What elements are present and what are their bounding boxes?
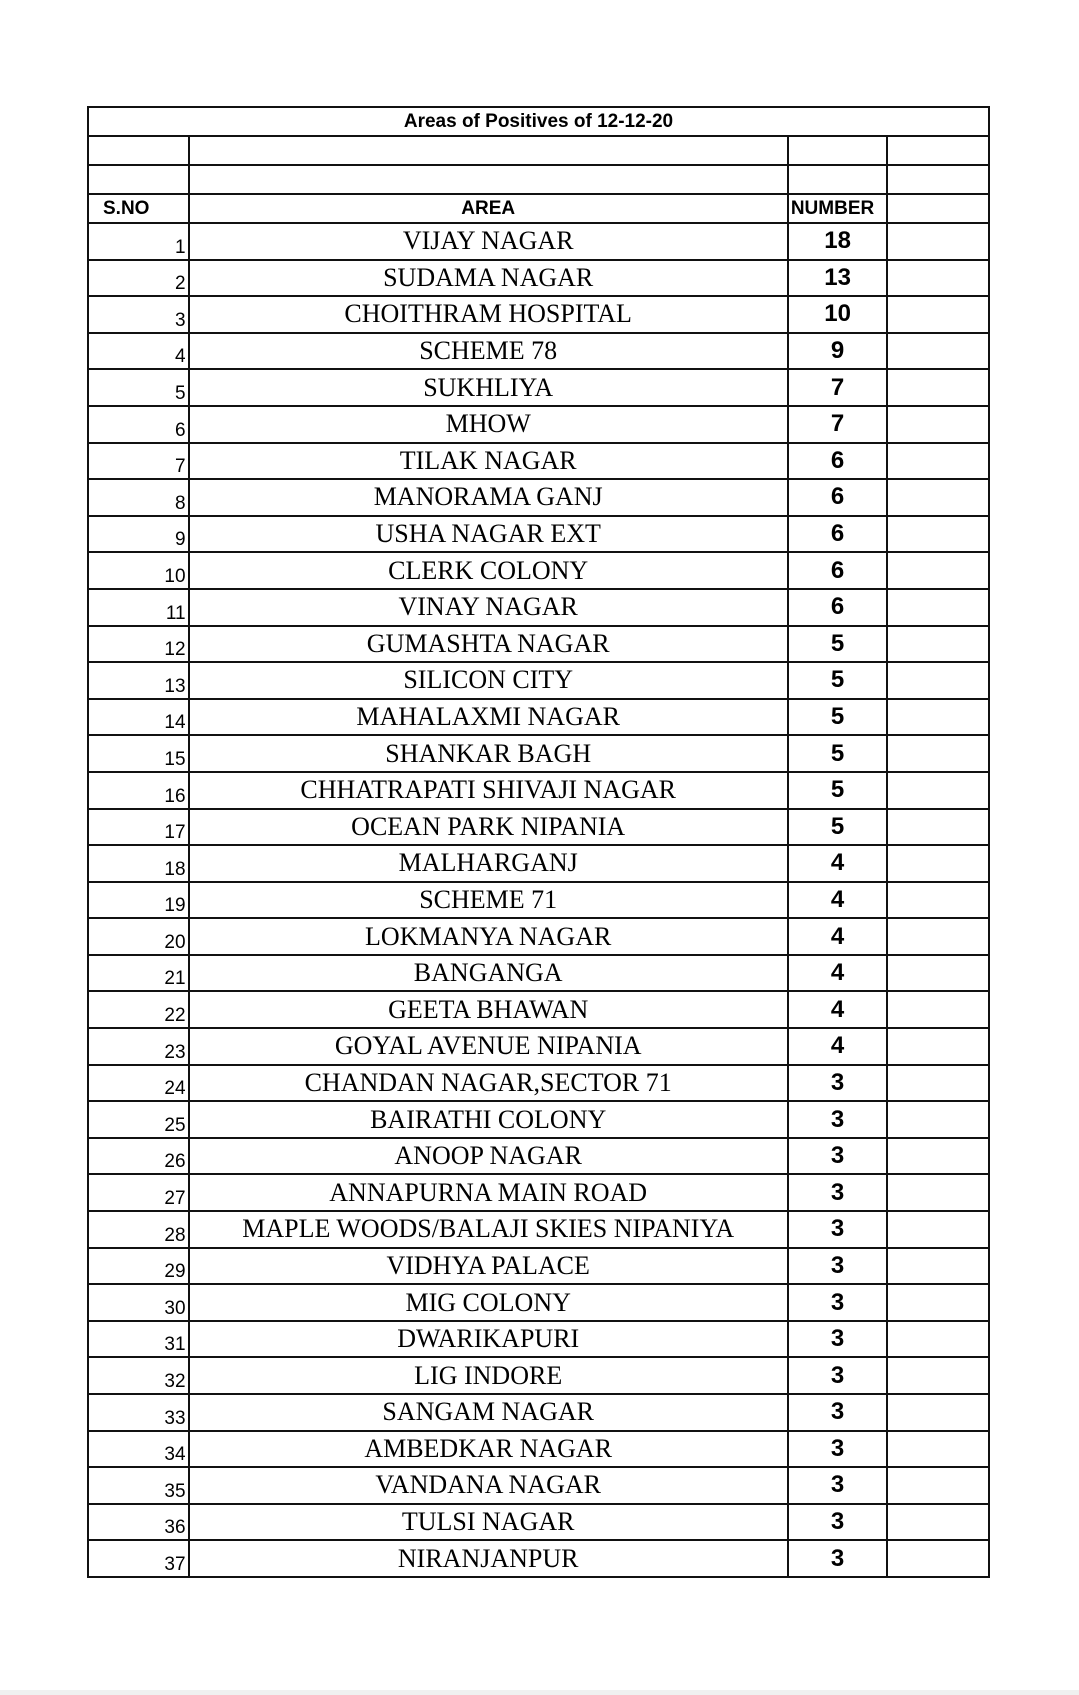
- num-cell: 7: [788, 369, 888, 406]
- sno-cell: 10: [88, 552, 189, 589]
- table-row: [88, 260, 989, 297]
- empty-cell: [887, 1248, 989, 1285]
- table-row: [88, 296, 989, 333]
- sno-cell: 30: [88, 1284, 189, 1321]
- empty-cell: [887, 662, 989, 699]
- empty-cell: [887, 991, 989, 1028]
- num-cell: 4: [788, 955, 888, 992]
- table-row: [88, 772, 989, 809]
- num-cell: 3: [788, 1394, 888, 1431]
- empty-cell: [887, 333, 989, 370]
- area-cell: SANGAM NAGAR: [189, 1394, 788, 1431]
- table-row: [88, 369, 989, 406]
- num-cell: 3: [788, 1174, 888, 1211]
- empty-cell: [887, 809, 989, 846]
- empty-cell: [887, 443, 989, 480]
- sno-cell: 28: [88, 1211, 189, 1248]
- area-cell: MANORAMA GANJ: [189, 479, 788, 516]
- table-row: [88, 1357, 989, 1394]
- num-cell: 5: [788, 699, 888, 736]
- sno-cell: 33: [88, 1394, 189, 1431]
- num-cell: 3: [788, 1248, 888, 1285]
- table-row: [88, 809, 989, 846]
- table-row: [88, 699, 989, 736]
- num-cell: 3: [788, 1065, 888, 1102]
- area-cell: TILAK NAGAR: [189, 443, 788, 480]
- sno-cell: 20: [88, 918, 189, 955]
- table-row: [88, 223, 989, 260]
- sno-cell: 32: [88, 1357, 189, 1394]
- table-row: [88, 552, 989, 589]
- header-sno: S.NO: [88, 194, 189, 223]
- num-cell: 5: [788, 662, 888, 699]
- sno-cell: 34: [88, 1431, 189, 1468]
- empty-cell: [887, 1467, 989, 1504]
- num-cell: 6: [788, 479, 888, 516]
- table-row: [88, 626, 989, 663]
- sno-cell: 1: [88, 223, 189, 260]
- num-cell: 10: [788, 296, 888, 333]
- area-cell: VINAY NAGAR: [189, 589, 788, 626]
- table-row: [88, 845, 989, 882]
- sno-cell: 17: [88, 809, 189, 846]
- num-cell: 4: [788, 882, 888, 919]
- area-cell: MIG COLONY: [189, 1284, 788, 1321]
- table-row: [88, 882, 989, 919]
- num-cell: 5: [788, 735, 888, 772]
- num-cell: 13: [788, 260, 888, 297]
- num-cell: 4: [788, 991, 888, 1028]
- empty-cell: [887, 918, 989, 955]
- area-cell: TULSI NAGAR: [189, 1504, 788, 1541]
- sno-cell: 6: [88, 406, 189, 443]
- table-row: [88, 955, 989, 992]
- empty-cell: [887, 296, 989, 333]
- num-cell: 4: [788, 845, 888, 882]
- empty-cell: [887, 589, 989, 626]
- num-cell: 4: [788, 918, 888, 955]
- sno-cell: 37: [88, 1540, 189, 1577]
- num-cell: 3: [788, 1504, 888, 1541]
- area-cell: SILICON CITY: [189, 662, 788, 699]
- area-cell: OCEAN PARK NIPANIA: [189, 809, 788, 846]
- table-row: [88, 1431, 989, 1468]
- num-cell: 3: [788, 1284, 888, 1321]
- table-row: [88, 662, 989, 699]
- table-row: [88, 918, 989, 955]
- table-row: [88, 1101, 989, 1138]
- area-cell: LOKMANYA NAGAR: [189, 918, 788, 955]
- table-row: [88, 516, 989, 553]
- area-cell: DWARIKAPURI: [189, 1321, 788, 1358]
- sno-cell: 5: [88, 369, 189, 406]
- num-cell: 6: [788, 516, 888, 553]
- table-row: [88, 1540, 989, 1577]
- empty-cell: [887, 626, 989, 663]
- sno-cell: 2: [88, 260, 189, 297]
- num-cell: 7: [788, 406, 888, 443]
- empty-cell: [887, 735, 989, 772]
- num-cell: 9: [788, 333, 888, 370]
- area-cell: SUDAMA NAGAR: [189, 260, 788, 297]
- header-empty: [887, 194, 989, 223]
- sno-cell: 14: [88, 699, 189, 736]
- empty-cell: [887, 1028, 989, 1065]
- num-cell: 6: [788, 552, 888, 589]
- num-cell: 6: [788, 589, 888, 626]
- sno-cell: 25: [88, 1101, 189, 1138]
- empty-cell: [887, 223, 989, 260]
- sno-cell: 36: [88, 1504, 189, 1541]
- empty-cell: [887, 406, 989, 443]
- sno-cell: 27: [88, 1174, 189, 1211]
- blank-row: [88, 165, 989, 194]
- area-cell: ANNAPURNA MAIN ROAD: [189, 1174, 788, 1211]
- area-cell: CLERK COLONY: [189, 552, 788, 589]
- area-cell: MALHARGANJ: [189, 845, 788, 882]
- area-cell: MAHALAXMI NAGAR: [189, 699, 788, 736]
- sno-cell: 22: [88, 991, 189, 1028]
- table-row: [88, 1284, 989, 1321]
- header-row: [88, 194, 989, 223]
- area-cell: SCHEME 71: [189, 882, 788, 919]
- table-row: [88, 1138, 989, 1175]
- empty-cell: [887, 1065, 989, 1102]
- blank-row: [88, 136, 989, 165]
- table-row: [88, 1065, 989, 1102]
- sno-cell: 23: [88, 1028, 189, 1065]
- area-cell: USHA NAGAR EXT: [189, 516, 788, 553]
- area-cell: ANOOP NAGAR: [189, 1138, 788, 1175]
- sno-cell: 26: [88, 1138, 189, 1175]
- empty-cell: [887, 1101, 989, 1138]
- sno-cell: 12: [88, 626, 189, 663]
- empty-cell: [887, 1540, 989, 1577]
- sno-cell: 4: [88, 333, 189, 370]
- empty-cell: [887, 882, 989, 919]
- sno-cell: 35: [88, 1467, 189, 1504]
- area-cell: SCHEME 78: [189, 333, 788, 370]
- table-row: [88, 333, 989, 370]
- area-cell: GUMASHTA NAGAR: [189, 626, 788, 663]
- area-cell: VANDANA NAGAR: [189, 1467, 788, 1504]
- page-bottom-edge: [0, 1690, 1079, 1695]
- area-cell: AMBEDKAR NAGAR: [189, 1431, 788, 1468]
- empty-cell: [887, 1431, 989, 1468]
- empty-cell: [887, 516, 989, 553]
- area-cell: GOYAL AVENUE NIPANIA: [189, 1028, 788, 1065]
- num-cell: 3: [788, 1540, 888, 1577]
- empty-cell: [887, 1174, 989, 1211]
- num-cell: 3: [788, 1211, 888, 1248]
- area-cell: GEETA BHAWAN: [189, 991, 788, 1028]
- num-cell: 5: [788, 626, 888, 663]
- table-row: [88, 589, 989, 626]
- empty-cell: [887, 699, 989, 736]
- area-cell: CHHATRAPATI SHIVAJI NAGAR: [189, 772, 788, 809]
- table-row: [88, 1504, 989, 1541]
- num-cell: 3: [788, 1431, 888, 1468]
- num-cell: 18: [788, 223, 888, 260]
- num-cell: 3: [788, 1467, 888, 1504]
- area-cell: VIJAY NAGAR: [189, 223, 788, 260]
- sno-cell: 21: [88, 955, 189, 992]
- empty-cell: [887, 1321, 989, 1358]
- title-row: [88, 107, 989, 136]
- table-row: [88, 1174, 989, 1211]
- sno-cell: 18: [88, 845, 189, 882]
- area-cell: MHOW: [189, 406, 788, 443]
- empty-cell: [887, 260, 989, 297]
- num-cell: 3: [788, 1138, 888, 1175]
- area-cell: NIRANJANPUR: [189, 1540, 788, 1577]
- sno-cell: 15: [88, 735, 189, 772]
- num-cell: 6: [788, 443, 888, 480]
- table-row: [88, 406, 989, 443]
- empty-cell: [887, 1284, 989, 1321]
- empty-cell: [887, 1357, 989, 1394]
- num-cell: 5: [788, 809, 888, 846]
- table-row: [88, 735, 989, 772]
- table-row: [88, 479, 989, 516]
- empty-cell: [887, 369, 989, 406]
- sno-cell: 29: [88, 1248, 189, 1285]
- sno-cell: 16: [88, 772, 189, 809]
- num-cell: 5: [788, 772, 888, 809]
- area-cell: CHANDAN NAGAR,SECTOR 71: [189, 1065, 788, 1102]
- area-cell: LIG INDORE: [189, 1357, 788, 1394]
- num-cell: 4: [788, 1028, 888, 1065]
- table-row: [88, 443, 989, 480]
- sno-cell: 24: [88, 1065, 189, 1102]
- table-row: [88, 1028, 989, 1065]
- positives-table: [87, 106, 990, 1578]
- empty-cell: [887, 845, 989, 882]
- area-cell: SHANKAR BAGH: [189, 735, 788, 772]
- table-row: [88, 1321, 989, 1358]
- num-cell: 3: [788, 1101, 888, 1138]
- sno-cell: 31: [88, 1321, 189, 1358]
- sno-cell: 11: [88, 589, 189, 626]
- empty-cell: [887, 552, 989, 589]
- sno-cell: 13: [88, 662, 189, 699]
- table-row: [88, 991, 989, 1028]
- empty-cell: [887, 1211, 989, 1248]
- num-cell: 3: [788, 1321, 888, 1358]
- sno-cell: 3: [88, 296, 189, 333]
- area-cell: MAPLE WOODS/BALAJI SKIES NIPANIYA: [189, 1211, 788, 1248]
- area-cell: BAIRATHI COLONY: [189, 1101, 788, 1138]
- table-title: Areas of Positives of 12-12-20: [88, 107, 989, 136]
- sno-cell: 8: [88, 479, 189, 516]
- num-cell: 3: [788, 1357, 888, 1394]
- area-cell: VIDHYA PALACE: [189, 1248, 788, 1285]
- empty-cell: [887, 1394, 989, 1431]
- empty-cell: [887, 1504, 989, 1541]
- empty-cell: [887, 1138, 989, 1175]
- empty-cell: [887, 955, 989, 992]
- table-row: [88, 1211, 989, 1248]
- sno-cell: 7: [88, 443, 189, 480]
- empty-cell: [887, 772, 989, 809]
- header-number: NUMBER: [788, 194, 888, 223]
- sno-cell: 19: [88, 882, 189, 919]
- table-row: [88, 1248, 989, 1285]
- empty-cell: [887, 479, 989, 516]
- area-cell: BANGANGA: [189, 955, 788, 992]
- sno-cell: 9: [88, 516, 189, 553]
- area-cell: SUKHLIYA: [189, 369, 788, 406]
- area-cell: CHOITHRAM HOSPITAL: [189, 296, 788, 333]
- header-area: AREA: [189, 194, 788, 223]
- table-row: [88, 1394, 989, 1431]
- table-row: [88, 1467, 989, 1504]
